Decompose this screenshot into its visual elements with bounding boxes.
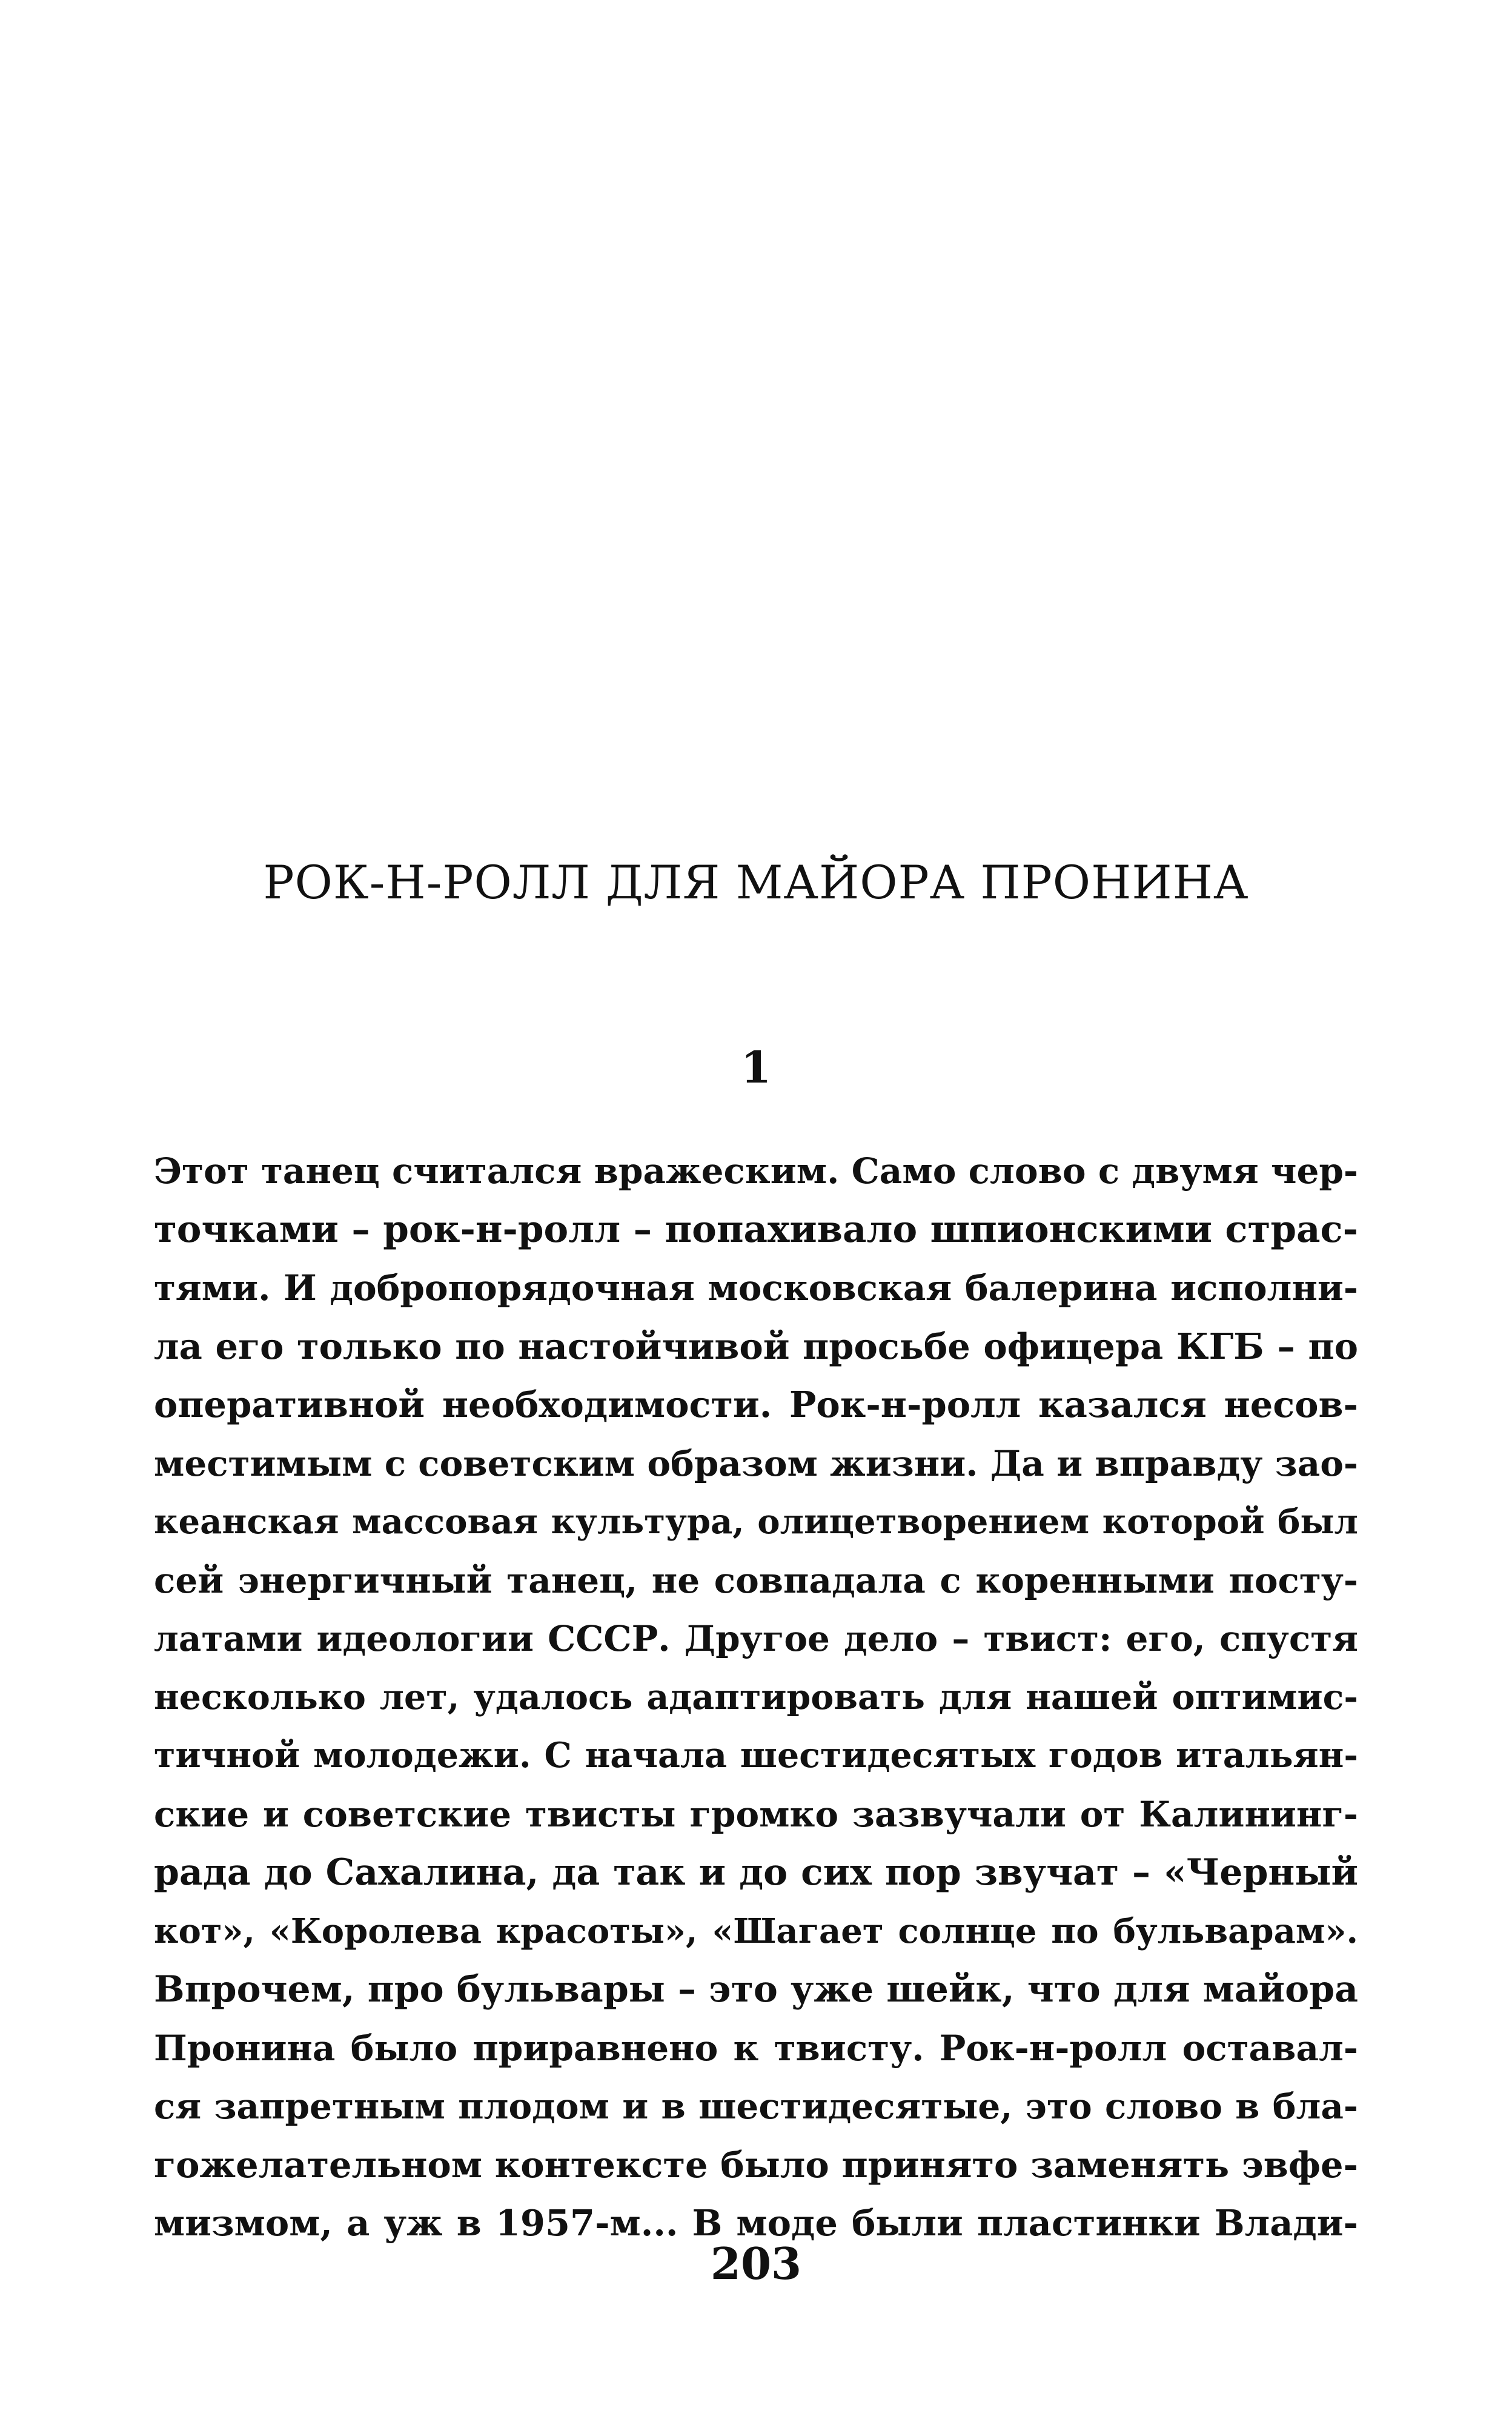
page-number: 203 — [710, 2238, 802, 2289]
text-line: Этот танец считался вражеским. Само слово с двумя чер- — [154, 1150, 1358, 1192]
text-line: ские и советские твисты громко зазвучали от Калининг- — [154, 1793, 1358, 1835]
text-line: ся запретным плодом и в шестидесятые, это слово в бла- — [154, 2086, 1358, 2127]
text-line: оперативной необходимости. Рок-н-ролл казался несов- — [154, 1384, 1358, 1425]
text-line: гожелательном контексте было принято заменять эвфе- — [154, 2143, 1358, 2186]
text-line: мизмом, а уж в 1957-м... В моде были пластинки Влади- — [154, 2202, 1358, 2244]
text-line: Пронина было приравнено к твисту. Рок-н-ролл оставал- — [154, 2027, 1358, 2069]
text-line: местимым с советским образом жизни. Да и вправду зао- — [154, 1442, 1358, 1484]
text-line: тями. И добропорядочная московская балерина исполни- — [154, 1267, 1358, 1309]
text-line: сей энергичный танец, не совпадала с коренными посту- — [154, 1559, 1358, 1601]
text-line: кот», «Королева красоты», «Шагает солнце по бульварам». — [154, 1911, 1358, 1951]
text-line: рада до Сахалина, да так и до сих пор звучат – «Черный — [154, 1851, 1358, 1894]
text-line: ла его только по настойчивой просьбе офицера КГБ – по — [154, 1325, 1358, 1367]
text-line: кеанская массовая культура, олицетворением которой был — [154, 1502, 1358, 1542]
text-line: латами идеологии СССР. Другое дело – твист: его, спустя — [154, 1618, 1358, 1659]
section-number: 1 — [740, 1041, 772, 1093]
body-text — [154, 1142, 1358, 2253]
text-line: тичной молодежи. С начала шестидесятых годов итальян- — [154, 1735, 1358, 1776]
text-line: точками – рок-н-ролл – попахивало шпионскими страс- — [154, 1207, 1358, 1251]
text-line: Впрочем, про бульвары – это уже шейк, что для майора — [154, 1968, 1358, 2011]
text-line: несколько лет, удалось адаптировать для нашей оптимис- — [154, 1676, 1358, 1717]
chapter-title: РОК-Н-РОЛЛ ДЛЯ МАЙОРА ПРОНИНА — [263, 855, 1249, 909]
